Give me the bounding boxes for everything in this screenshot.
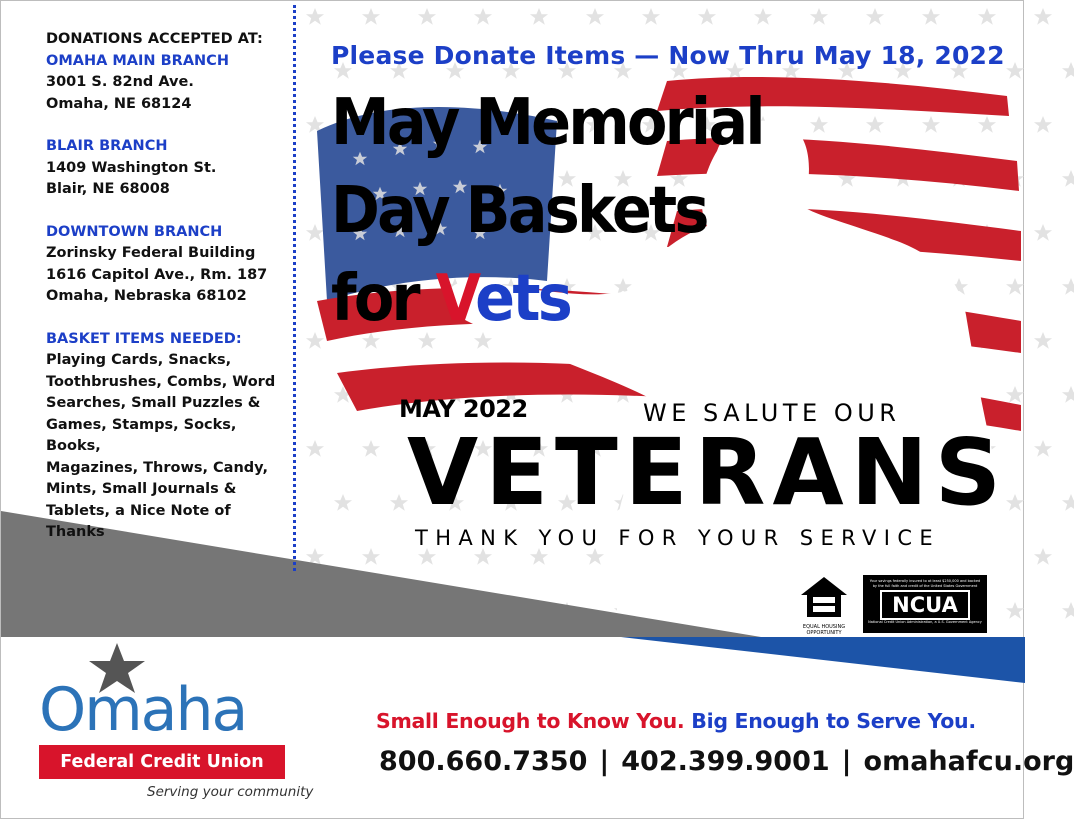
ncua-label: NCUA xyxy=(880,590,970,620)
thank-you-text: THANK YOU FOR YOUR SERVICE xyxy=(415,526,941,550)
basket-items-line: Mints, Small Journals & xyxy=(46,481,237,497)
equal-housing-logo xyxy=(797,575,851,635)
event-title xyxy=(331,79,763,343)
basket-items-line: Searches, Small Puzzles & xyxy=(46,395,261,411)
date-label: MAY 2022 xyxy=(399,395,528,423)
address-line: Omaha, NE 68124 xyxy=(46,95,192,112)
title-line: Day Baskets xyxy=(331,174,707,248)
omaha-fcu-logo xyxy=(37,641,314,811)
title-line xyxy=(331,255,763,343)
eho-text: OPPORTUNITY xyxy=(806,630,842,636)
basket-items-heading: BASKET ITEMS NEEDED: xyxy=(46,330,242,347)
separator: | xyxy=(599,746,610,777)
bg-star xyxy=(1062,62,1074,79)
ncua-logo xyxy=(863,575,987,633)
basket-items-line: Toothbrushes, Combs, Word xyxy=(46,373,276,390)
website: omahafcu.org xyxy=(863,746,1074,777)
title-line: May Memorial xyxy=(331,86,763,160)
address-line: Zorinsky Federal Building xyxy=(46,245,256,261)
address-line: Omaha, Nebraska 68102 xyxy=(46,288,247,304)
branch-name: OMAHA MAIN BRANCH xyxy=(46,52,229,69)
salute-text: WE SALUTE OUR xyxy=(643,399,901,427)
basket-items-line: Playing Cards, Snacks, xyxy=(46,352,232,368)
basket-items-line: Games, Stamps, Socks, Books, xyxy=(46,416,237,454)
phone-number: 800.660.7350 xyxy=(379,746,588,777)
bg-star xyxy=(1034,332,1052,349)
eho-text: EQUAL HOUSING xyxy=(802,624,846,630)
slogan-part-blue: Big Enough to Serve You. xyxy=(691,709,976,733)
bg-star xyxy=(1034,224,1052,241)
veterans-heading: VETERANS xyxy=(407,419,1008,526)
house-icon xyxy=(799,575,849,619)
address-line: 3001 S. 82nd Ave. xyxy=(46,74,194,90)
donations-heading: DONATIONS ACCEPTED AT: xyxy=(46,31,263,47)
donate-dates-line: Please Donate Items — Now Thru May 18, 2022 xyxy=(331,41,1005,70)
address-line: 1409 Washington St. xyxy=(46,159,217,176)
bg-star xyxy=(1062,494,1074,511)
logo-wordmark: Omaha xyxy=(39,675,247,745)
logo-bar: Federal Credit Union xyxy=(39,745,285,779)
basket-items-line: Magazines, Throws, Candy, xyxy=(46,459,269,476)
bg-star xyxy=(1062,278,1074,295)
donation-info-column xyxy=(46,29,291,544)
slogan-part-red: Small Enough to Know You. xyxy=(376,709,685,733)
bg-star xyxy=(1062,386,1074,403)
bg-star xyxy=(1062,170,1074,187)
basket-items-line: Tablets, a Nice Note of Thanks xyxy=(46,502,231,540)
bg-star xyxy=(1062,602,1074,619)
ncua-disclaimer: Your savings federally insured to at least $250,000 and backed by the full faith and credit of the United States Government xyxy=(869,579,981,588)
address-line: 1616 Capitol Ave., Rm. 187 xyxy=(46,266,268,283)
address-line: Blair, NE 68008 xyxy=(46,181,170,197)
separator: | xyxy=(841,746,852,777)
dotted-divider xyxy=(293,5,296,571)
bg-star xyxy=(1034,440,1052,457)
branch-name: DOWNTOWN BRANCH xyxy=(46,223,223,240)
bg-star xyxy=(1034,548,1052,565)
blue-band xyxy=(621,637,1025,683)
contact-line xyxy=(379,746,1074,777)
title-v: V xyxy=(435,262,476,336)
slogan xyxy=(376,709,976,733)
ncua-agency: National Credit Union Administration, a U.S. Government Agency xyxy=(868,620,982,624)
title-ets: ets xyxy=(475,262,570,336)
branch-name: BLAIR BRANCH xyxy=(46,138,168,154)
title-prefix: for xyxy=(331,262,436,336)
bg-star xyxy=(1034,116,1052,133)
bg-star xyxy=(1034,8,1052,25)
logo-tagline: Serving your community xyxy=(147,784,314,800)
phone-number: 402.399.9001 xyxy=(621,746,830,777)
